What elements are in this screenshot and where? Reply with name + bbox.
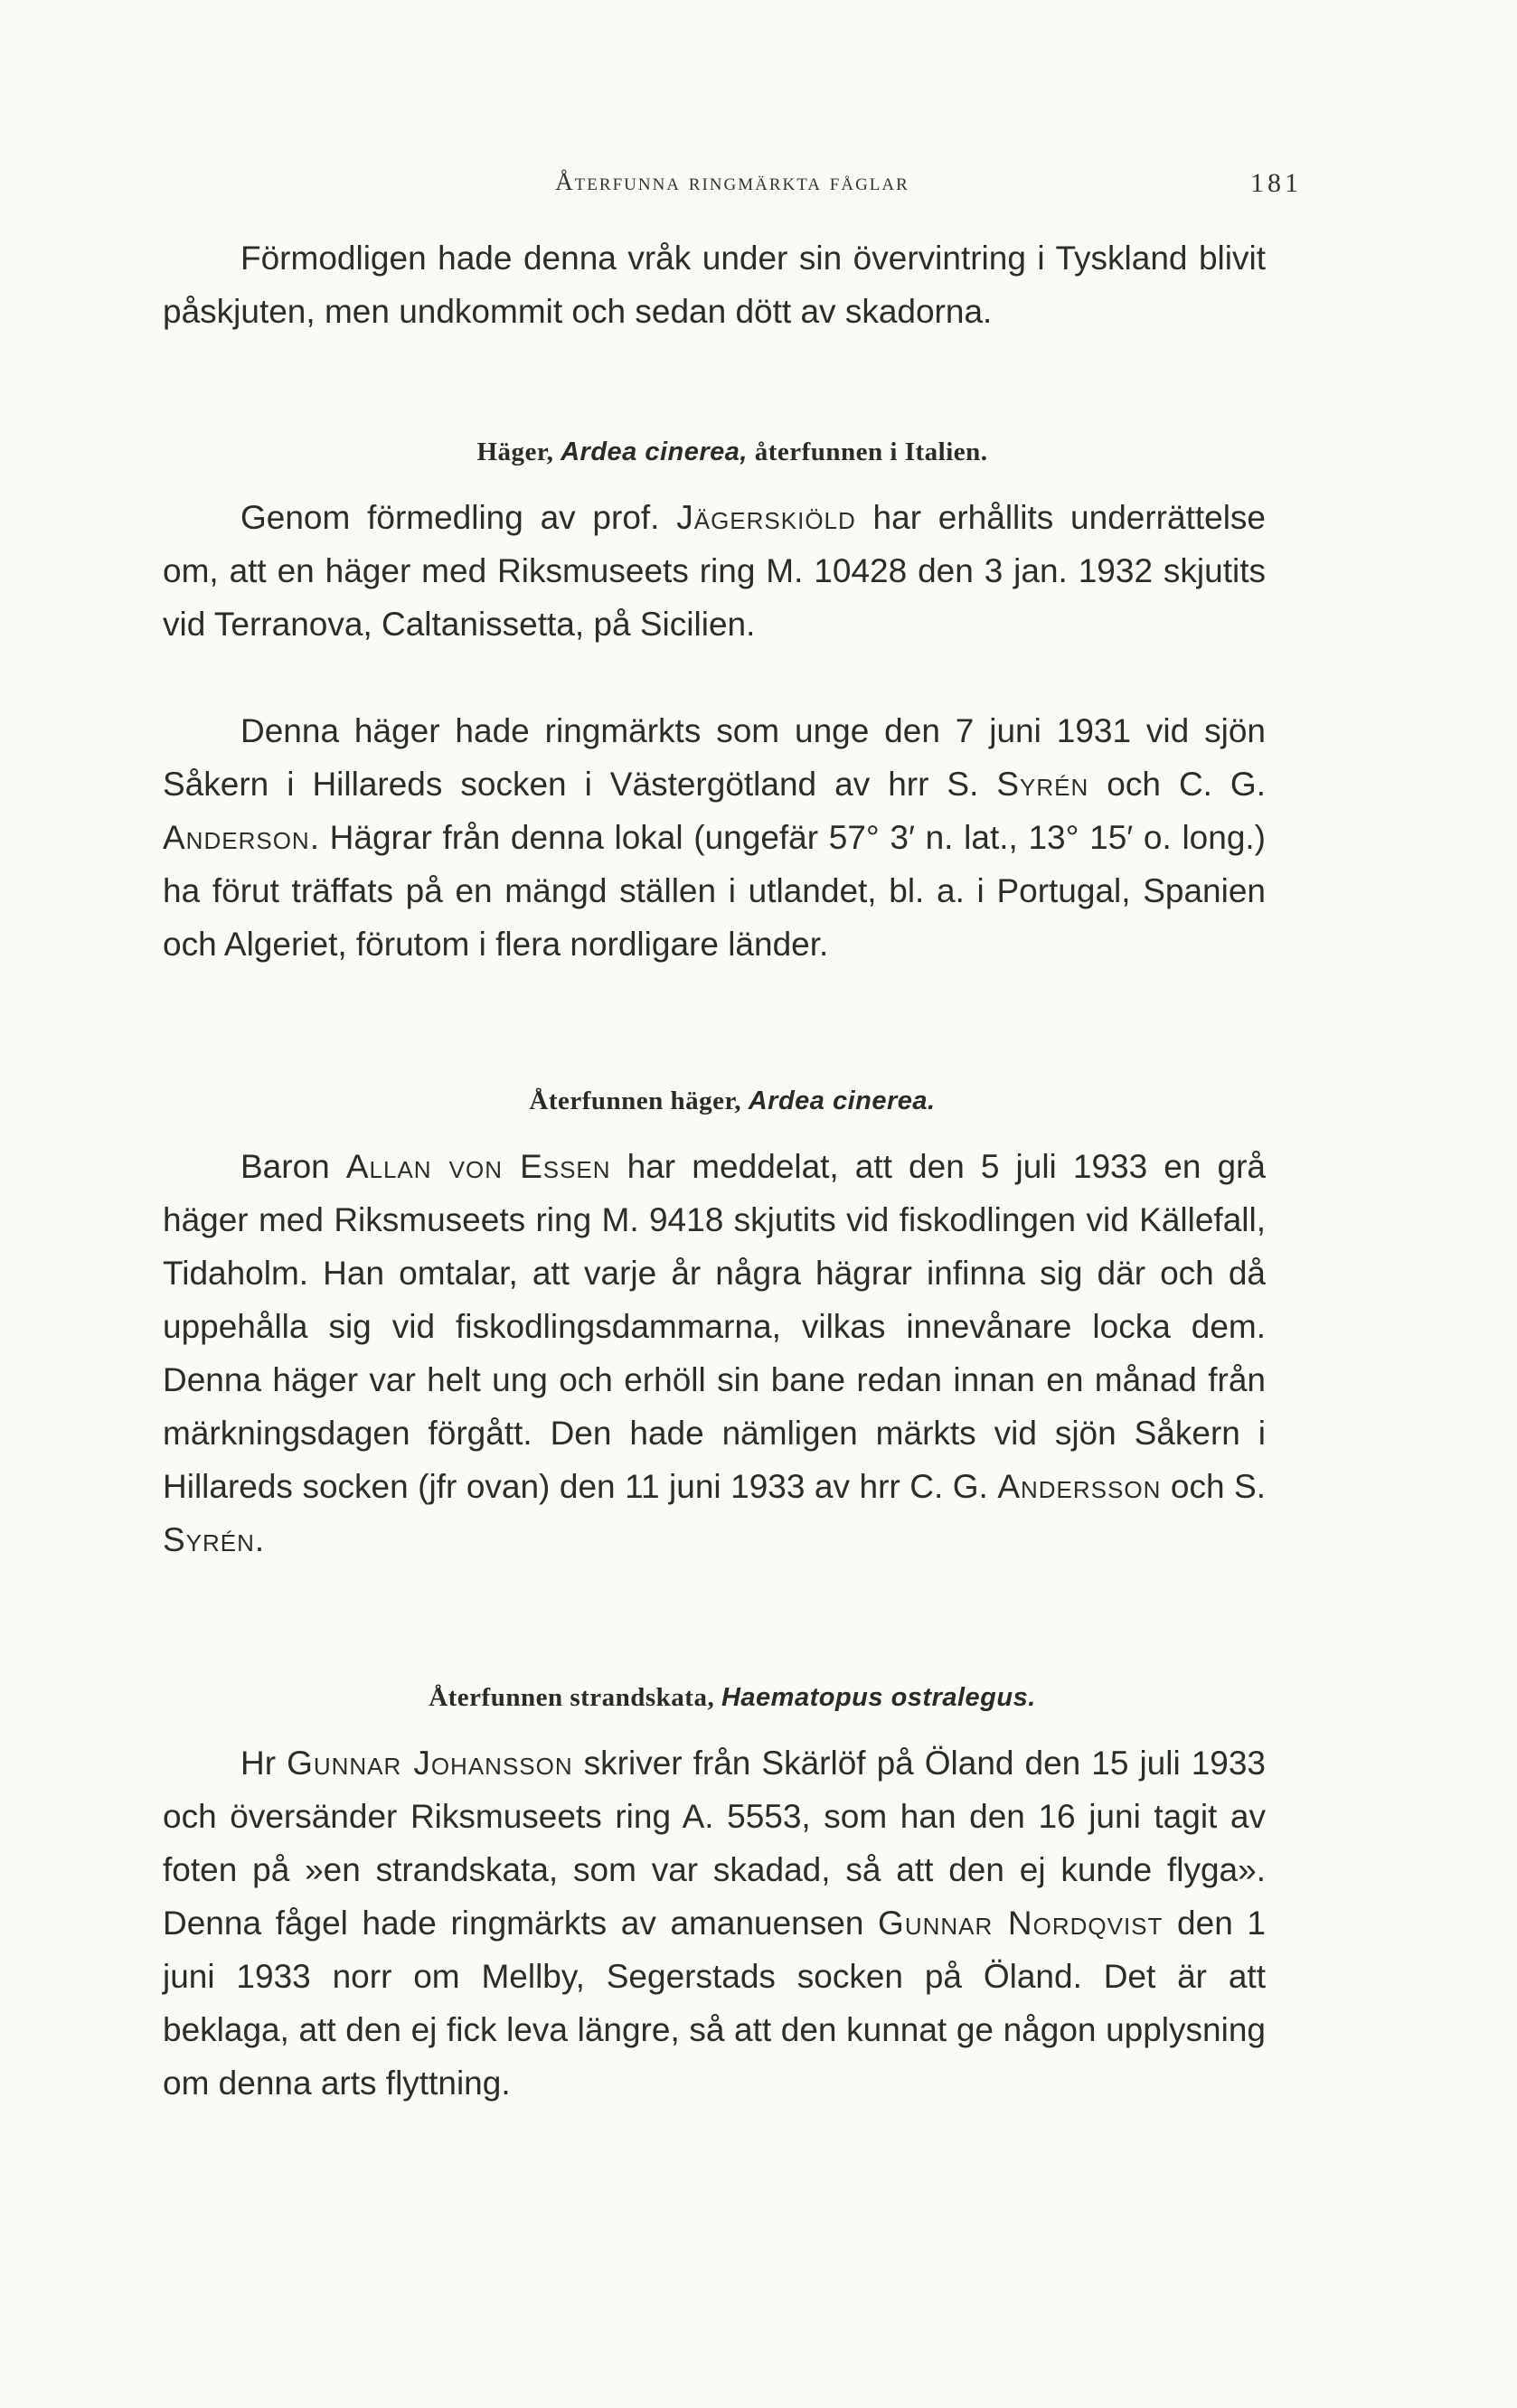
text-run: den 1 juni 1933 norr om Mellby, Segerstads socken på Öland. Det är att beklaga, att den ej fick leva längre, så att den kunnat ge någon upplysning om denna arts flyttning.: [163, 1905, 1266, 2102]
page-number: 181: [1250, 168, 1302, 198]
heading-prefix: Häger,: [476, 437, 561, 466]
text-run: har erhållits underrättelse om, att en häger med Riksmuseets ring M. 10428 den 3 jan. 1932 skjutits vid Terranova, Caltanissetta, på Sicilien.: [163, 499, 1266, 643]
heading-prefix: Återfunnen strandskata,: [429, 1683, 721, 1712]
person-name: Anderson: [163, 819, 310, 856]
person-name: Syrén: [163, 1521, 255, 1558]
heading-suffix: återfunnen i Italien.: [747, 437, 988, 466]
text-run: skriver från Skärlöf på Öland den 15 juli 1933 och översänder Riksmuseets ring A. 5553, som han den 16 juni tagit av foten på »en strandskata, som var skadad, så att den ej kunde flyga». Denna fågel hade ringmärkts av amanuensen: [163, 1745, 1267, 1942]
text-run: Baron: [240, 1148, 346, 1185]
text-run: Hr: [240, 1745, 287, 1782]
page-header: [163, 168, 1302, 213]
section1-paragraph-2: [163, 704, 1266, 971]
heading-species: Haematopus ostralegus.: [721, 1683, 1036, 1712]
person-name: Andersson: [997, 1468, 1162, 1505]
text-run: och S.: [1161, 1468, 1266, 1505]
person-name: Gunnar Johansson: [287, 1745, 573, 1782]
text-run: Genom förmedling av prof.: [240, 499, 677, 536]
text-run: har meddelat, att den 5 juli 1933 en grå häger med Riksmuseets ring M. 9418 skjutits vid fiskodlingen vid Källefall, Tidaholm. Han omtalar, att varje år några hägrar infinna sig där och då uppehålla sig vid fiskodlingsdammarna, vilkas innevånare locka dem. Denna häger var helt ung och erhöll sin bane redan innan en månad från märkningsdagen förgått. Den hade nämligen märkts vid sjön Såkern i Hillareds socken (jfr ovan) den 11 juni 1933 av hrr C. G.: [163, 1148, 1266, 1505]
person-name: Syrén: [996, 766, 1089, 803]
text-run: . Hägrar från denna lokal (ungefär 57° 3′ n. lat., 13° 15′ o. long.) ha förut träffats på en mängd ställen i utlandet, bl. a. i Portugal, Spanien och Algeriet, förutom i flera nordligare länder.: [163, 819, 1266, 963]
intro-text: Förmodligen hade denna vråk under sin övervintring i Tyskland blivit påskjuten, men undkommit och sedan dött av skadorna.: [163, 240, 1266, 330]
text-run: och C. G.: [1088, 766, 1266, 803]
person-name: Allan von Essen: [345, 1148, 611, 1185]
section2-paragraph: [163, 1140, 1266, 1566]
section-heading-strandskata: [163, 1683, 1302, 1713]
heading-species: Ardea cinerea,: [561, 437, 748, 466]
text-run: .: [254, 1521, 265, 1558]
text-run: Denna häger hade ringmärkts som unge den 7 juni 1931 vid sjön Såkern i Hillareds socken i Västergötland av hrr S.: [163, 712, 1266, 803]
section-heading-italien: [163, 437, 1302, 467]
section1-paragraph-1: [163, 491, 1266, 651]
person-name: Gunnar Nordqvist: [878, 1905, 1164, 1942]
section3-paragraph: [163, 1736, 1266, 2110]
person-name: Jägerskiöld: [676, 499, 856, 536]
heading-prefix: Återfunnen häger,: [529, 1086, 749, 1115]
section-heading-aterfunnen-hager: [163, 1086, 1302, 1116]
running-title: Återfunna ringmärkta fåglar: [555, 168, 909, 195]
heading-species: Ardea cinerea.: [748, 1086, 936, 1115]
intro-paragraph: [163, 231, 1266, 338]
